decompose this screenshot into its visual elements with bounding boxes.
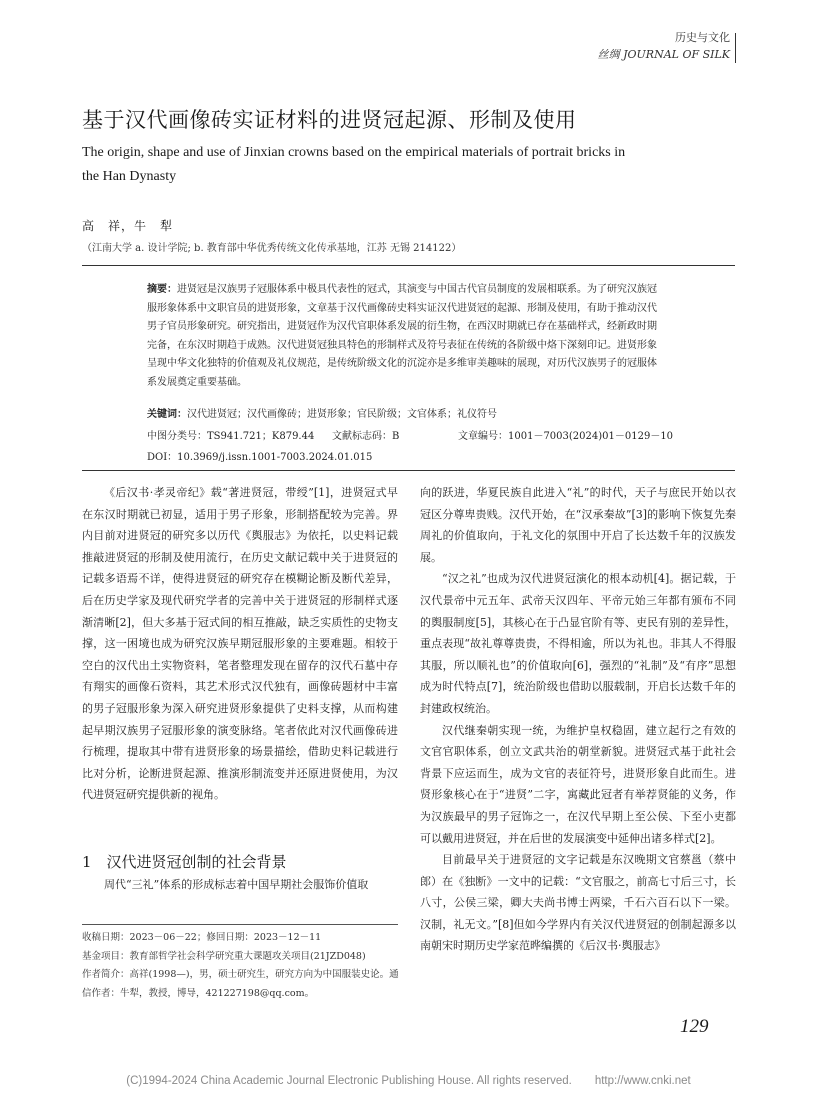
copyright-footer: (C)1994-2024 China Academic Journal Electronic Publishing House. All rights reserved. http://www.cnki.net xyxy=(126,1075,691,1087)
footnote-rule xyxy=(82,924,398,925)
body-paragraph: 目前最早关于进贤冠的文字记载是东汉晚期文官蔡邕（蔡中郎）在《独断》一文中的记载：“文官服之，前高七寸后三寸，长八寸，公侯三梁，卿大夫尚书博士两梁，千石六百石以下一梁。汉制，礼无文。”[8]但如今学界内有关汉代进贤冠的创制起源多以南朝宋时期历史学家范晔编撰的《后汉书·舆服志》 xyxy=(420,853,736,953)
journal-header xyxy=(598,29,730,63)
doi: DOI：10.3969/j.issn.1001-7003.2024.01.015 xyxy=(147,452,373,463)
footnote-dates: 收稿日期：2023－06－22；修回日期：2023－12－11 xyxy=(82,932,322,943)
abstract xyxy=(147,281,657,393)
authors: 高 祥，牛 犁 xyxy=(82,219,174,233)
abstract-rule xyxy=(82,470,735,471)
article-number: 文章编号：1001－7003(2024)01－0129－10 xyxy=(458,431,674,442)
document-code: 文献标志码：B xyxy=(332,431,400,442)
footnote-funding: 基金项目：教育部哲学社会科学研究重大课题攻关项目(21JZD048) xyxy=(82,950,366,962)
left-column-bottom xyxy=(82,874,398,896)
keywords xyxy=(147,405,497,420)
left-column xyxy=(82,482,398,806)
clc-number: 中图分类号：TS941.721；K879.44 xyxy=(147,431,315,442)
body-paragraph: 周代“三礼”体系的形成标志着中国早期社会服饰价值取 xyxy=(104,878,369,891)
abstract-text: 进贤冠是汉族男子冠服体系中极具代表性的冠式，其演变与中国古代官员制度的发展相联系。为了研究汉族冠服形象体系中文职官员的进贤形象，文章基于汉代画像砖史料实证汉代进贤冠的起源、形制及使用，有助于推动汉代男子官员形象研究。研究指出，进贤冠作为汉代官职体系发展的衍生物，在西汉时期就已存在基础样式，经新政时期完备，在东汉时期趋于成熟。汉代进贤冠独具特色的形制样式及符号表征在传统的各阶级中烙下深刻印记。进贤形象呈现中华文化独特的价值观及礼仪规范，是传统阶级文化的沉淀亦是多维审美趣味的展现，对历代汉族男子的冠服体系发展奠定重要基础。 xyxy=(147,284,657,388)
top-rule xyxy=(82,265,735,266)
body-paragraph: 汉代继秦朝实现一统，为维护皇权稳固，建立起行之有效的文官官职体系，创立文武共治的朝堂新貌。进贤冠式基于此社会背景下应运而生，成为文官的表征符号，进贤形象自此而生。进贤形象核心在于“进贤”二字，寓藏此冠者有举荐贤能的义务，作为汉族最早的男子冠饰之一，在汉代早期上至公侯、下至小吏都可以戴用进贤冠，并在后世的发展演变中延伸出诸多样式[2]。 xyxy=(420,723,736,845)
keywords-label: 关键词： xyxy=(147,409,187,420)
keywords-text: 汉代进贤冠；汉代画像砖；进贤形象；官民阶级；文官体系；礼仪符号 xyxy=(187,409,497,420)
section-heading: 1 汉代进贤冠创制的社会背景 xyxy=(82,853,287,871)
footnote-author: 作者简介：高祥(1998—)，男，硕士研究生，研究方向为中国服装史论。通信作者：牛犁，教授，博导，421227198@qq.com。 xyxy=(82,969,399,999)
right-column xyxy=(420,482,736,957)
title-english: The origin, shape and use of Jinxian crowns based on the empirical materials of portrait bricks in the Han Dynasty xyxy=(82,145,626,184)
footnotes xyxy=(82,929,402,1003)
body-paragraph: “汉之礼”也成为汉代进贤冠演化的根本动机[4]。据记载，于汉代景帝中元五年、武帝天汉四年、平帝元始三年都有颁布不同的舆服制度[5]，其核心在于凸显官阶有等、吏民有别的差异性，重点表现“故礼尊尊贵贵，不得相逾，所以为礼也。非其人不得服其服，所以顺礼也”的价值取向[6]，强烈的“礼制”及“有序”思想成为时代特点[7]，统治阶级也借助以服载制，开启长达数千年的封建政权统治。 xyxy=(420,572,736,715)
page-number: 129 xyxy=(680,1016,709,1037)
journal-subtitle: 丝绸 JOURNAL OF SILK xyxy=(597,48,730,61)
title-chinese: 基于汉代画像砖实证材料的进贤冠起源、形制及使用 xyxy=(82,108,577,132)
journal-name: 历史与文化 xyxy=(675,31,730,44)
affiliation: （江南大学 a. 设计学院; b. 教育部中华优秀传统文化传承基地，江苏 无锡 214122） xyxy=(82,243,462,254)
header-divider xyxy=(735,33,736,63)
abstract-label: 摘要： xyxy=(147,284,177,295)
body-paragraph: 《后汉书·孝灵帝纪》载“著进贤冠，带绶”[1]，进贤冠式早在东汉时期就已初显，适用于男子形象，形制搭配较为完善。界内目前对进贤冠的研究多以历代《舆服志》为依托，以史料记载推敲进贤冠的形制及使用流行，在历史文献记载中关于进贤冠的记载多语焉不详，使得进贤冠的研究存在模糊论断及断代差异，后在历史学家及现代研究学者的完善中关于进贤冠的形制样式逐渐清晰[2]，但大多基于冠式间的相互推敲，缺乏实质性的史物支撑，这一困境也成为研究汉族早期冠服形象的主要难题。相较于空白的汉代出土实物资料，笔者整理发现在留存的汉代石墓中存有翔实的画像石资料，其艺术形式汉代独有，画像砖题材中丰富的男子冠服形象为深入研究进贤形象提供了史料支撑，从而构建起早期汉族男子冠服形象的演变脉络。笔者依此对汉代画像砖进行梳理，提取其中带有进贤形象的场景描绘，借助史料记载进行比对分析，论断进贤起源、推演形制流变并还原进贤使用，为汉代进贤冠研究提供新的视角。 xyxy=(82,486,398,802)
body-paragraph: 向的跃进，华夏民族自此进入“礼”的时代，天子与庶民开始以衣冠区分尊卑贵贱。汉代开始，在“汉承秦故”[3]的影响下恢复先秦周礼的价值取向，于礼文化的氛围中开启了长达数千年的汉族发展。 xyxy=(420,486,736,564)
